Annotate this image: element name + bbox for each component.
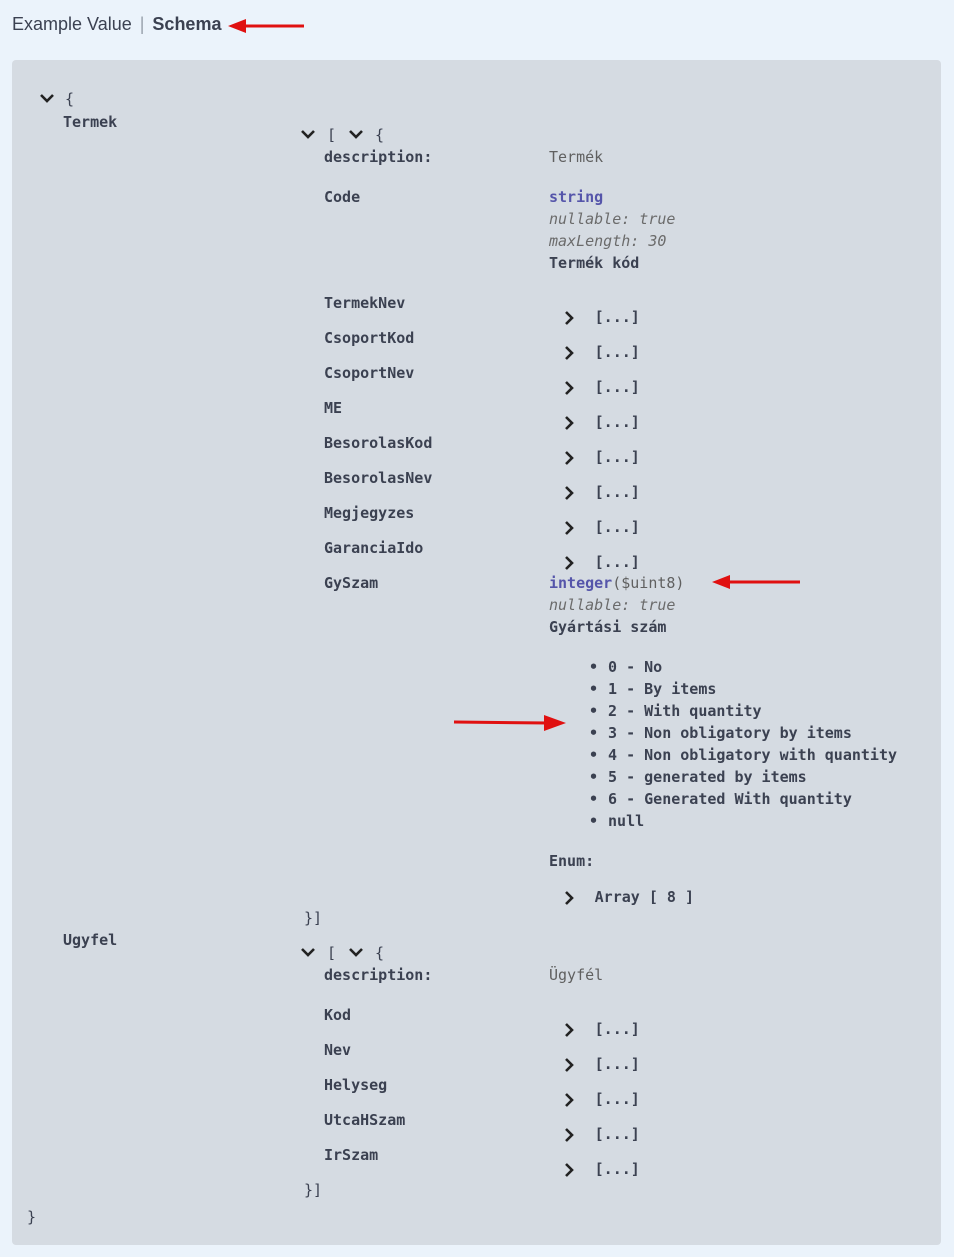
chevron-right-icon — [563, 890, 575, 906]
chevron-down-icon[interactable] — [300, 946, 316, 958]
expand-nev[interactable] — [563, 1054, 640, 1073]
property-besorolaskod: BesorolasKod — [324, 434, 433, 452]
expand-kod[interactable] — [563, 1019, 640, 1038]
property-termeknev: TermekNev — [324, 294, 406, 312]
collapsed-array: [...] — [594, 413, 640, 431]
enum-item: • 3 - Non obligatory by items — [589, 722, 897, 744]
property-irszam: IrSzam — [324, 1146, 379, 1164]
collapsed-array: [...] — [594, 1090, 640, 1108]
enum-item: • 6 - Generated With quantity — [589, 788, 897, 810]
property-code: Code — [324, 188, 361, 206]
enum-item: • null — [589, 810, 897, 832]
expand-utcahszam[interactable] — [563, 1124, 640, 1143]
expand-enum-array[interactable] — [563, 887, 694, 906]
gyszam-description: Gyártási szám — [549, 618, 667, 636]
expand-megjegyzes[interactable] — [563, 517, 640, 536]
ugyfel-description-label: description: — [324, 966, 433, 984]
annotation-arrow-gyszam — [710, 573, 802, 591]
collapsed-array: [...] — [594, 308, 640, 326]
collapsed-array: [...] — [594, 553, 640, 571]
expand-garanciaido[interactable] — [563, 552, 640, 571]
property-utcahszam: UtcaHSzam — [324, 1111, 406, 1129]
gyszam-type-line — [549, 574, 684, 592]
collapsed-array: [...] — [594, 343, 640, 361]
chevron-right-icon — [563, 415, 575, 431]
collapsed-array: [...] — [594, 518, 640, 536]
chevron-down-icon[interactable] — [348, 128, 364, 140]
enum-array-summary: Array [ 8 ] — [594, 888, 694, 906]
termek-description-value: Termék — [549, 148, 604, 166]
chevron-right-icon — [563, 1022, 575, 1038]
enum-item: • 1 - By items — [589, 678, 897, 700]
collapsed-array: [...] — [594, 1125, 640, 1143]
chevron-right-icon — [563, 380, 575, 396]
property-csoportnev: CsoportNev — [324, 364, 415, 382]
collapsed-array: [...] — [594, 1055, 640, 1073]
expand-helyseg[interactable] — [563, 1089, 640, 1108]
model-tabs — [12, 14, 221, 35]
property-termek: Termek — [63, 113, 118, 131]
expand-me[interactable] — [563, 412, 640, 431]
chevron-right-icon — [563, 345, 575, 361]
property-kod: Kod — [324, 1006, 352, 1024]
collapsed-array: [...] — [594, 1020, 640, 1038]
collapsed-array: [...] — [594, 1160, 640, 1178]
property-helyseg: Helyseg — [324, 1076, 388, 1094]
chevron-right-icon — [563, 520, 575, 536]
enum-label: Enum: — [549, 852, 595, 870]
ugyfel-close: }] — [304, 1181, 323, 1199]
enum-item: • 0 - No — [589, 656, 897, 678]
chevron-right-icon — [563, 555, 575, 571]
tab-divider: | — [139, 14, 145, 34]
ugyfel-description-value: Ügyfél — [549, 966, 604, 984]
property-megjegyzes: Megjegyzes — [324, 504, 415, 522]
property-garanciaido: GaranciaIdo — [324, 539, 424, 557]
property-gyszam: GySzam — [324, 574, 379, 592]
chevron-right-icon — [563, 1057, 575, 1073]
collapsed-array: [...] — [594, 448, 640, 466]
ugyfel-array-open: [ — [327, 944, 337, 962]
property-me: ME — [324, 399, 343, 417]
chevron-down-icon[interactable] — [348, 946, 364, 958]
gyszam-enum-list — [589, 656, 897, 832]
chevron-down-icon[interactable] — [300, 128, 316, 140]
gyszam-type: integer — [549, 574, 613, 592]
chevron-right-icon — [563, 1162, 575, 1178]
code-description: Termék kód — [549, 254, 640, 272]
property-ugyfel: Ugyfel — [63, 931, 118, 949]
termek-object-open: { — [375, 126, 385, 144]
chevron-right-icon — [563, 450, 575, 466]
expand-csoportnev[interactable] — [563, 377, 640, 396]
expand-csoportkod[interactable] — [563, 342, 640, 361]
annotation-arrow-schema — [226, 17, 306, 35]
collapsed-array: [...] — [594, 483, 640, 501]
expand-besorolasnev[interactable] — [563, 482, 640, 501]
root-close-brace: } — [27, 1208, 37, 1226]
enum-item: • 4 - Non obligatory with quantity — [589, 744, 897, 766]
gyszam-format: ($uint8) — [612, 574, 685, 592]
chevron-right-icon — [563, 1127, 575, 1143]
expand-irszam[interactable] — [563, 1159, 640, 1178]
termek-array-open: [ — [327, 126, 337, 144]
schema-panel — [12, 60, 941, 1245]
chevron-right-icon — [563, 1092, 575, 1108]
code-type: string — [549, 188, 604, 206]
property-besorolasnev: BesorolasNev — [324, 469, 433, 487]
code-maxlength: maxLength: 30 — [549, 232, 667, 250]
code-nullable: nullable: true — [549, 210, 676, 228]
gyszam-nullable: nullable: true — [549, 596, 676, 614]
enum-item: • 5 - generated by items — [589, 766, 897, 788]
termek-description-label: description: — [324, 148, 433, 166]
termek-close: }] — [304, 909, 323, 927]
chevron-down-icon[interactable] — [39, 92, 55, 104]
property-nev: Nev — [324, 1041, 352, 1059]
enum-item: • 2 - With quantity — [589, 700, 897, 722]
chevron-right-icon — [563, 310, 575, 326]
collapsed-array: [...] — [594, 378, 640, 396]
annotation-arrow-enum — [452, 712, 568, 734]
tab-example-value[interactable]: Example Value — [12, 14, 132, 34]
expand-besorolaskod[interactable] — [563, 447, 640, 466]
expand-termeknev[interactable] — [563, 307, 640, 326]
tab-schema[interactable]: Schema — [152, 14, 222, 34]
property-csoportkod: CsoportKod — [324, 329, 415, 347]
ugyfel-object-open: { — [375, 944, 385, 962]
root-open-brace: { — [65, 90, 75, 108]
chevron-right-icon — [563, 485, 575, 501]
